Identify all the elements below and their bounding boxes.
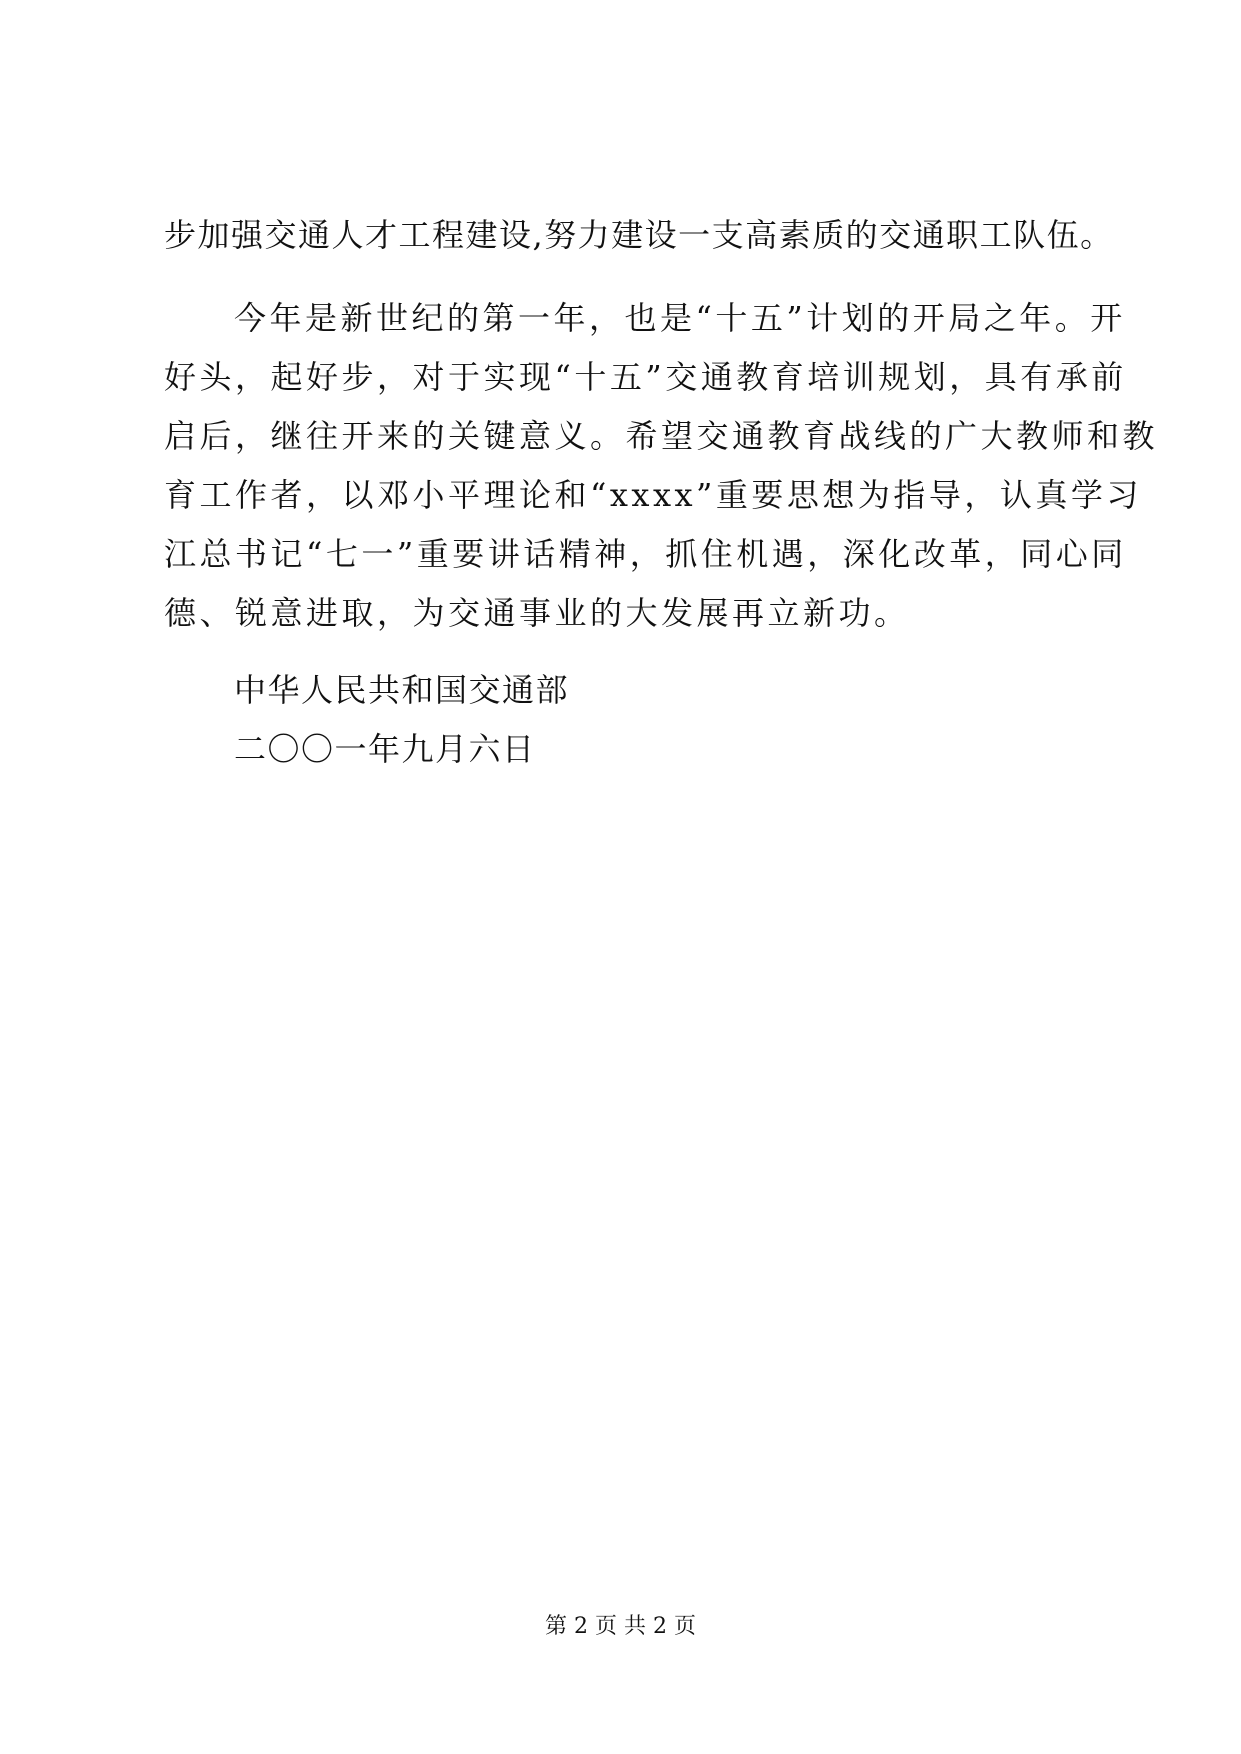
signature-date: 二〇〇一年九月六日 bbox=[234, 730, 536, 768]
paragraph-main-line-4: 育工作者，以邓小平理论和“xxxx”重要思想为指导，认真学习 bbox=[164, 476, 1142, 514]
paragraph-main-line-1: 今年是新世纪的第一年，也是“十五”计划的开局之年。开 bbox=[234, 299, 1126, 337]
page-footer: 第 2 页 共 2 页 bbox=[545, 1614, 696, 1639]
paragraph-continued-line-1: 步加强交通人才工程建设,努力建设一支高素质的交通职工队伍。 bbox=[164, 216, 1114, 254]
paragraph-main-line-3: 启后，继往开来的关键意义。希望交通教育战线的广大教师和教 bbox=[164, 417, 1159, 455]
paragraph-main-line-6: 德、锐意进取，为交通事业的大发展再立新功。 bbox=[164, 594, 910, 632]
signature-organization: 中华人民共和国交通部 bbox=[234, 671, 570, 709]
paragraph-main-line-2: 好头，起好步，对于实现“十五”交通教育培训规划，具有承前 bbox=[164, 358, 1127, 396]
paragraph-main-line-5: 江总书记“七一”重要讲话精神，抓住机遇，深化改革，同心同 bbox=[164, 535, 1127, 573]
